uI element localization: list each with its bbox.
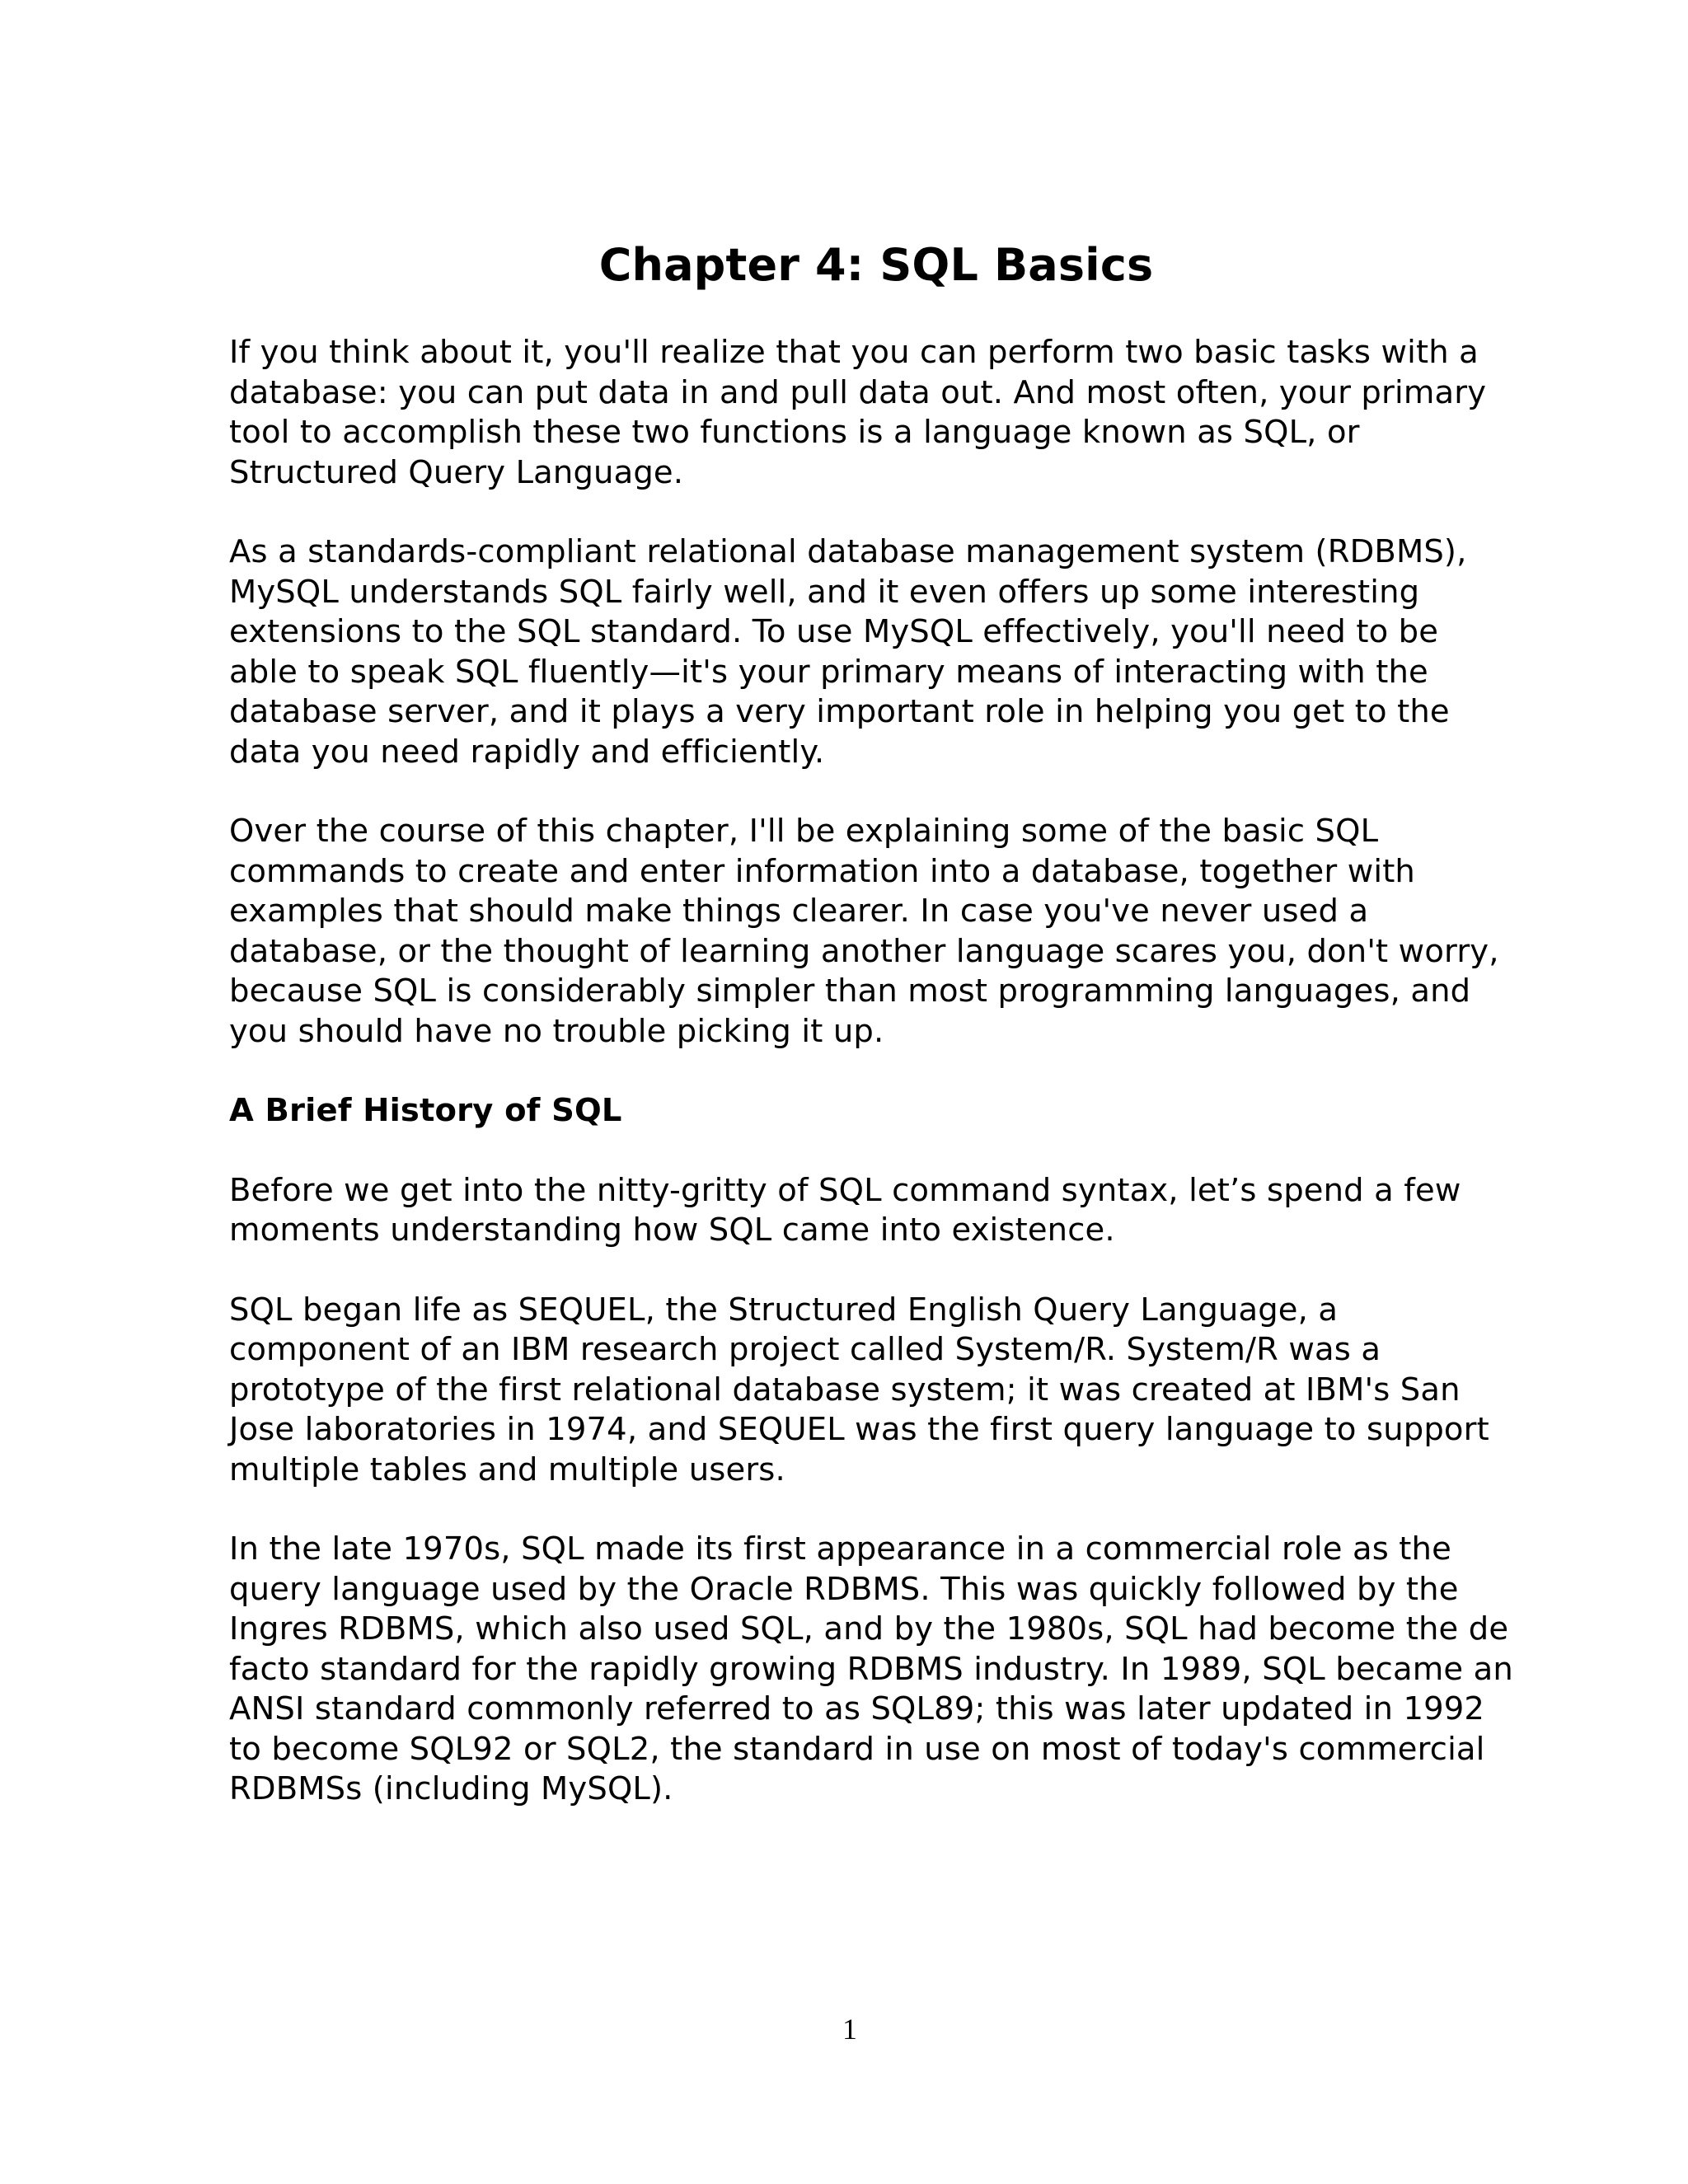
history-paragraph-2: SQL began life as SEQUEL, the Structured English Query Language, a component of an IBM research project called System/R. System/R was a prototype of the first relational database system; it was created at IBM's San Jose laboratories in 1974, and SEQUEL was the first query language to support multiple tables and multiple users. — [229, 1291, 1489, 1488]
section-heading: A Brief History of SQL — [229, 1092, 622, 1129]
intro-paragraph-3: Over the course of this chapter, I'll be explaining some of the basic SQL commands to create and enter information into a database, together with examples that should make things clearer. In case you've never used a database, or the thought of learning another language scares you, don't worry, because SQL is considerably simpler than most programming languages, and you should have no trouble picking it up. — [229, 813, 1499, 1050]
intro-paragraph-2: As a standards-compliant relational database management system (RDBMS), MySQL understands SQL fairly well, and it even offers up some interesting extensions to the SQL standard. To use MySQL effectively, you'll need to be able to speak SQL fluently—it's your primary means of interacting with the database server, and it plays a very important role in helping you get to the data you need rapidly and efficiently. — [229, 533, 1467, 771]
history-paragraph-1: Before we get into the nitty-gritty of SQL command syntax, let’s spend a few moments understanding how SQL came into existence. — [229, 1171, 1461, 1249]
chapter-title: Chapter 4: SQL Basics — [598, 239, 1154, 291]
page-number: 1 — [842, 2013, 857, 2046]
history-paragraph-3: In the late 1970s, SQL made its first appearance in a commercial role as the query language used by the Oracle RDBMS. This was quickly followed by the Ingres RDBMS, which also used SQL, and by the 1980s, SQL had become the de facto standard for the rapidly growing RDBMS industry. In 1989, SQL became an ANSI standard commonly referred to as SQL89; this was later updated in 1992 to become SQL92 or SQL2, the standard in use on most of today's commercial RDBMSs (including MySQL). — [229, 1530, 1513, 1807]
page-content — [229, 239, 1515, 1849]
intro-paragraph-1: If you think about it, you'll realize that you can perform two basic tasks with a database: you can put data in and pull data out. And most often, your primary tool to accomplish these two functions is a language known as SQL, or Structured Query Language. — [229, 334, 1487, 491]
